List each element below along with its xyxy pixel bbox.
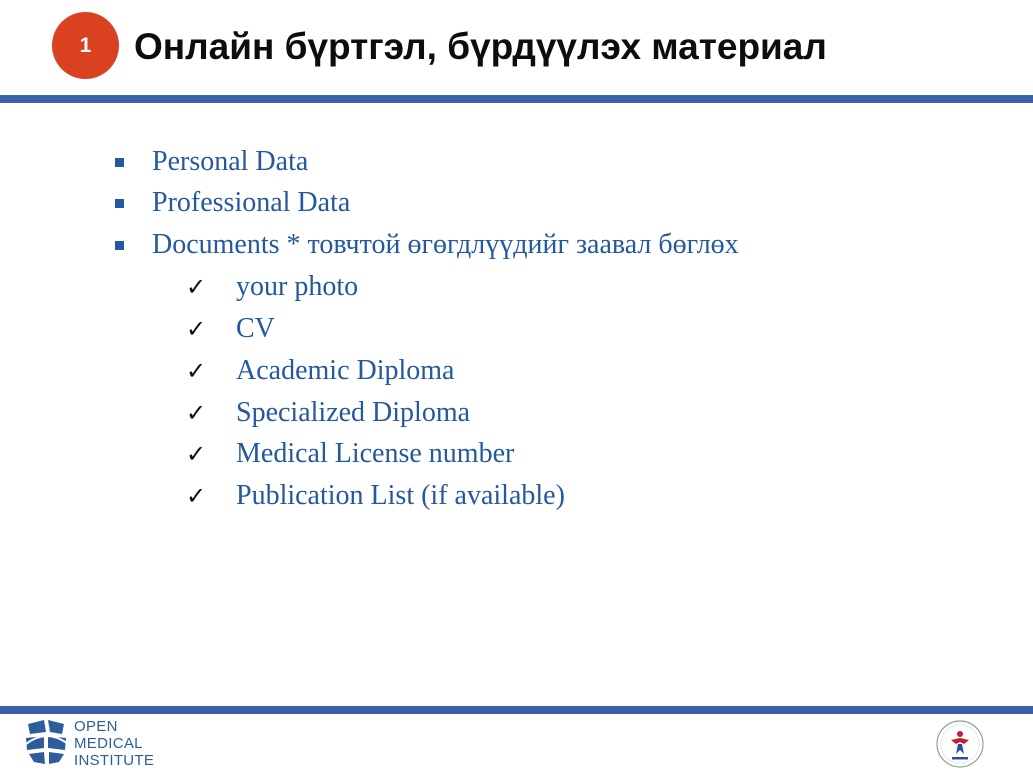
checklist-item-label: your photo <box>236 271 359 302</box>
checklist-item-label: Specialized Diploma <box>236 397 471 428</box>
partner-seal-icon <box>934 718 986 770</box>
checklist-item-label: Academic Diploma <box>236 355 455 386</box>
logo-line: OPEN <box>74 718 118 735</box>
checklist-item-label: CV <box>236 313 275 344</box>
logo-line: INSTITUTE <box>74 752 155 769</box>
globe-icon <box>24 718 70 770</box>
checkmark-icon: ✓ <box>186 273 207 301</box>
header-divider <box>0 95 1033 103</box>
checklist-item-label: Publication List (if available) <box>236 480 565 511</box>
checklist-item-label: Medical License number <box>236 438 515 469</box>
checkmark-icon: ✓ <box>186 357 207 385</box>
open-medical-institute-logo <box>24 716 204 772</box>
checkmark-icon: ✓ <box>186 315 207 343</box>
square-bullet-icon <box>115 158 124 167</box>
logo-line: MEDICAL <box>74 735 143 752</box>
list-item-label: Professional Data <box>152 187 351 218</box>
list-item-label: Personal Data <box>152 146 309 177</box>
checkmark-icon: ✓ <box>186 482 207 510</box>
checkmark-icon: ✓ <box>186 399 207 427</box>
square-bullet-icon <box>115 199 124 208</box>
list-item-label: Documents * товчтой өгөгдлүүдийг заавал бөглөх <box>152 229 739 260</box>
footer-divider <box>0 706 1033 714</box>
slide-number-badge <box>52 12 119 79</box>
logo-wordmark <box>74 718 154 769</box>
slide-number: 1 <box>79 33 92 57</box>
slide-title: Онлайн бүртгэл, бүрдүүлэх материал <box>134 26 827 67</box>
square-bullet-icon <box>115 241 124 250</box>
checkmark-icon: ✓ <box>186 440 207 468</box>
